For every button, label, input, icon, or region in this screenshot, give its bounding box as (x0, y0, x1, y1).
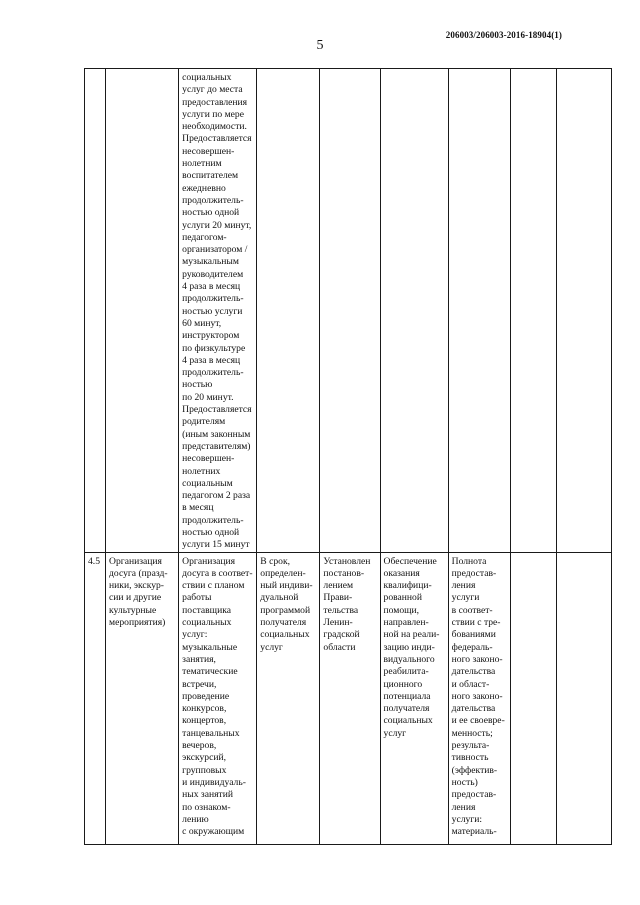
service-name-cell: Организация досуга (празд- ники, экскур- сии и другие культурные мероприятия) (106, 552, 179, 844)
service-description-cell: социальных услуг до места предоставления услуги по мере необходимости. Предоставляется несовершен- нолетним воспитателем ежедневно продолжитель- ностью одной услуги 20 минут, педагогом- организатором / музыкальным руководителем 4 раза в месяц продолжитель- ностью услуги 60 минут, инструктором по физкультуре 4 раза в месяц продолжитель- ностью по 20 минут. Предоставляется родителям (иным законным представителям) несовершен- нолетних социальным педагогом 2 раза в месяц продолжитель- ностью одной услуги 15 минут (179, 69, 257, 553)
service-term-cell: В срок, определен- ный индиви- дуальной программой получателя социальных услуг (257, 552, 320, 844)
document-id: 206003/206003-2016-18904(1) (445, 30, 562, 40)
table-row (85, 552, 612, 844)
service-term-cell (257, 69, 320, 553)
table-row (85, 69, 612, 553)
evaluation-conditions-cell: Полнота предостав- ления услуги в соответ- ствии с тре- бованиями федераль- ного законо- дательства и област- ного законо- дательства и ее своевре- менность; результа- тивность (эффектив- ность) предостав- ления услуги: материаль- (448, 552, 510, 844)
empty-cell (556, 69, 611, 553)
service-name-cell (106, 69, 179, 553)
quality-indicators-cell: Обеспечение оказания квалифици- рованной помощи, направлен- ной на реали- зацию инди- видуального реабилита- ционного потенциала получателя социальных услуг (380, 552, 448, 844)
page-number: 5 (316, 38, 324, 53)
row-number-cell (85, 69, 106, 553)
service-tariff-cell: Установлен постанов- лением Прави- тельства Ленин- градской области (320, 552, 380, 844)
evaluation-conditions-cell (448, 69, 510, 553)
empty-cell (556, 552, 611, 844)
empty-cell (510, 69, 556, 553)
quality-indicators-cell (380, 69, 448, 553)
service-tariff-cell (320, 69, 380, 553)
service-description-cell: Организация досуга в соответ- ствии с планом работы поставщика социальных услуг: музыкальные занятия, тематические встречи, проведение конкурсов, концертов, танцевальных вечеров, экскурсий, групповых и индивидуаль- ных занятий по ознаком- лению с окружающим (179, 552, 257, 844)
empty-cell (510, 552, 556, 844)
services-table (84, 68, 612, 845)
row-number-cell: 4.5 (85, 552, 106, 844)
